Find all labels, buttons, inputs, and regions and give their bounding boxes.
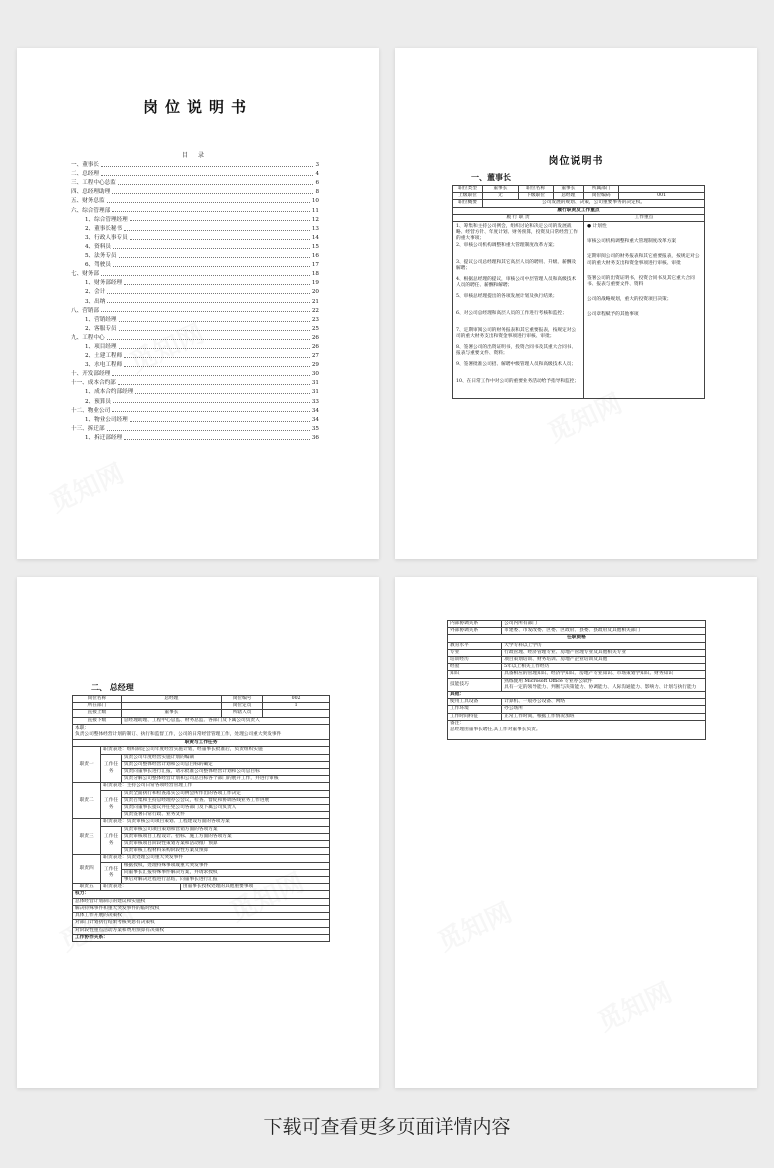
toc-label: 八、营销部 bbox=[71, 307, 99, 314]
coordination-rows bbox=[448, 621, 706, 635]
table-row bbox=[448, 727, 706, 740]
work-task-label: 工作任务 bbox=[101, 754, 122, 783]
table-cell: 岗位编号 bbox=[222, 696, 263, 703]
table-cell: 总经理 bbox=[121, 696, 221, 703]
summary-label: 本职： bbox=[75, 725, 90, 731]
right-item: 对部门计划执行结果考核奖惩有决策权 bbox=[73, 920, 330, 927]
toc-dots bbox=[101, 275, 310, 276]
toc-dots bbox=[118, 384, 310, 385]
qualifications-table bbox=[447, 620, 706, 740]
toc-page-number: 10 bbox=[311, 198, 319, 205]
table-row bbox=[73, 783, 330, 790]
toc-entry bbox=[71, 195, 319, 204]
toc-entry bbox=[71, 295, 319, 304]
toc-entry bbox=[71, 305, 319, 314]
duty-item: 8、签署公司的出资证明书，投资合同书及其重大合同书、报表与重要文件、资料； bbox=[456, 344, 577, 356]
right-item: 具体工作开展的决策权 bbox=[73, 913, 330, 920]
toc-dots bbox=[101, 311, 310, 312]
toc-entry bbox=[71, 186, 319, 195]
task-item: 负责全面执行和检查落实公司例会所作出的各项工作决定 bbox=[121, 790, 329, 797]
toc-label: 四、总经理助理 bbox=[71, 189, 111, 196]
toc-page-number: 26 bbox=[311, 343, 319, 350]
remark-text: 总经理由董事长聘任,其工作对董事长负责。 bbox=[448, 727, 706, 740]
toc-entry bbox=[71, 268, 319, 277]
task-item: 负责召集和主持总经理办公会议，检查、督促和协调各线业务工作进展 bbox=[121, 797, 329, 804]
toc-page-number: 15 bbox=[311, 243, 319, 250]
document-page-toc bbox=[17, 48, 379, 559]
toc-label: 1、综合管理经理 bbox=[85, 216, 128, 223]
row-value: 正常工作时间，根据工作情况加班 bbox=[502, 713, 706, 720]
toc-label: 1、财务部经理 bbox=[85, 280, 123, 287]
toc-dots bbox=[113, 402, 310, 403]
table-cell: 董事长 bbox=[553, 186, 583, 193]
toc-dots bbox=[112, 411, 310, 412]
toc-page-number: 8 bbox=[315, 189, 319, 196]
toc-label: 2、董事长秘书 bbox=[85, 225, 123, 232]
toc-page-number: 16 bbox=[311, 253, 319, 260]
toc-label: 1、物业公司经理 bbox=[85, 416, 128, 423]
task-item: 事后对解决过程进行总结，向董事长进行汇报 bbox=[121, 877, 329, 884]
row-label: 外部协调关系 bbox=[448, 628, 502, 635]
toc-page-number: 12 bbox=[311, 216, 319, 223]
toc-dots bbox=[101, 175, 313, 176]
row-label: 内部协调关系 bbox=[448, 621, 502, 628]
table-cell: 岗位编码 bbox=[584, 193, 619, 200]
table-cell: 职位概要 bbox=[453, 200, 483, 207]
table-cell: 总经理助理、工程中心总监、财务总监、各部门及下属公司负责人 bbox=[121, 717, 329, 724]
focus-item: 公司的战略规划，重大的投资项目决策； bbox=[587, 297, 672, 303]
table-section-heading: 任职资格 bbox=[448, 635, 706, 642]
toc-label: 5、法务专员 bbox=[85, 253, 117, 260]
row-label: 工作时间特征 bbox=[448, 713, 502, 720]
toc-page-number: 34 bbox=[311, 416, 319, 423]
focus-item: 审核公司机构调整和重大管理制度改革方案 bbox=[587, 239, 677, 245]
toc-entry bbox=[71, 359, 319, 368]
row-label: 培训经历 bbox=[448, 657, 502, 664]
toc-label: 一、董事长 bbox=[71, 162, 99, 169]
toc-label: 九、工程中心 bbox=[71, 334, 105, 341]
row-value: 5年以上相关工作经历 bbox=[502, 664, 706, 671]
table-row bbox=[453, 200, 705, 207]
duty-item: 10、在日常工作中对公司的重要业务活动给予指导和监控； bbox=[456, 378, 580, 384]
table-row bbox=[73, 724, 330, 739]
toc-page-number: 23 bbox=[311, 316, 319, 323]
work-task-label: 工作任务 bbox=[101, 862, 122, 884]
table-row bbox=[448, 699, 706, 706]
toc-page-number: 21 bbox=[311, 298, 319, 305]
duty-item: 5、审核总经理提出的各项发展计划及执行结果； bbox=[456, 293, 558, 299]
table-row bbox=[448, 635, 706, 642]
chairman-table bbox=[452, 185, 705, 399]
toc-dots bbox=[124, 230, 310, 231]
toc-entry bbox=[71, 405, 319, 414]
table-cell: 公司发展的规划、决策，公司重要事务的决定权。 bbox=[483, 200, 705, 207]
page-title: 岗位说明书 bbox=[548, 156, 604, 167]
task-item: 负责审核公司项目策划和营销方面的各项方案 bbox=[121, 826, 329, 833]
row-label: 教育水平 bbox=[448, 642, 502, 649]
row-label: 技能技巧 bbox=[448, 678, 502, 691]
toc-label: 十三、拆迁部 bbox=[71, 425, 105, 432]
toc-entry bbox=[71, 250, 319, 259]
other-label: 其他： bbox=[448, 692, 706, 699]
table-cell: 所在部门 bbox=[73, 703, 122, 710]
toc-entry bbox=[71, 177, 319, 186]
toc-label: 1、营销经理 bbox=[85, 316, 117, 323]
document-page-general-manager bbox=[17, 577, 379, 1088]
row-value: 具备相应的管理知识、经济学知识、房地产专业知识、市场策划学知识、财务知识 bbox=[502, 671, 706, 678]
table-row bbox=[448, 649, 706, 656]
table-row bbox=[448, 713, 706, 720]
toc-entry bbox=[71, 232, 319, 241]
table-cell: 所辖人员 bbox=[222, 710, 263, 717]
toc-label: 五、财务总监 bbox=[71, 198, 105, 205]
duty-item: 7、定期审阅公司的财务报表和其它重要报表，按规定对公司的重大财务支出和资金事项进行审核、审批； bbox=[456, 327, 577, 339]
task-item: 向董事长汇报特殊事件解决方案，并请求授权 bbox=[121, 869, 329, 876]
toc-page-number: 26 bbox=[311, 334, 319, 341]
table-cell bbox=[121, 703, 221, 710]
table-cell: 岗位定员 bbox=[222, 703, 263, 710]
table-cell: 直接下级 bbox=[73, 717, 122, 724]
table-row bbox=[448, 671, 706, 678]
table-row bbox=[448, 628, 706, 635]
duty-item: 4、根据总经理的提议，审核公司中层管理人员和高级技术人员的聘任、薪酬和解聘； bbox=[456, 276, 577, 288]
cooperation-label: 工作协作关系： bbox=[73, 934, 330, 941]
toc-page-number: 17 bbox=[311, 262, 319, 269]
duty-description: 职责表述：主持公司日常各项经营管理工作 bbox=[101, 783, 330, 790]
watermark bbox=[43, 453, 129, 520]
watermark bbox=[431, 892, 517, 959]
table-cell: 董事长 bbox=[483, 186, 518, 193]
toc-heading: 目录 bbox=[181, 152, 214, 159]
row-label: 专业 bbox=[448, 649, 502, 656]
toc-dots bbox=[107, 293, 310, 294]
row-value: 项目策划培训、财务培训、房地产企业培训及其他 bbox=[502, 657, 706, 664]
row-label: 知识 bbox=[448, 671, 502, 678]
duties-list bbox=[453, 222, 584, 399]
toc-page-number: 22 bbox=[311, 307, 319, 314]
table-cell: 002 bbox=[263, 696, 330, 703]
toc-page-number: 31 bbox=[311, 389, 319, 396]
toc-entry bbox=[71, 259, 319, 268]
toc-entry bbox=[71, 168, 319, 177]
table-cell: 职位类型 bbox=[453, 186, 483, 193]
table-cell: 所属部门 bbox=[584, 186, 619, 193]
toc-entry bbox=[71, 395, 319, 404]
duty-group-name: 职责三 bbox=[73, 819, 101, 855]
column-header: 履 行 职 责 bbox=[453, 214, 584, 221]
document-title: 岗位说明书 bbox=[142, 98, 253, 116]
toc-dots bbox=[130, 421, 310, 422]
row-label: 经验 bbox=[448, 664, 502, 671]
toc-label: 十二、物业公司 bbox=[71, 407, 111, 414]
table-row bbox=[453, 193, 705, 200]
focus-item: 公司章程赋予的其他事项 bbox=[587, 312, 639, 318]
table-row bbox=[448, 664, 706, 671]
toc-entry bbox=[71, 241, 319, 250]
table-section-heading: 履行职责及工作重点 bbox=[453, 207, 705, 214]
duty-description: 职责表述：组织制定公司年度经营实施计划，经董事长批准后，负责组织实施 bbox=[101, 747, 330, 754]
toc-entry bbox=[71, 423, 319, 432]
summary-cell bbox=[73, 724, 330, 739]
row-label: 工作环境 bbox=[448, 706, 502, 713]
toc-entry bbox=[71, 159, 319, 168]
duty-description: 职责表述：负责审核公司项目策划、工程建设方面的各项方案 bbox=[101, 819, 330, 826]
duty-group-name: 职责四 bbox=[73, 855, 101, 884]
toc-label: 十、开发部经理 bbox=[71, 371, 111, 378]
toc-dots bbox=[135, 393, 310, 394]
toc-page-number: 33 bbox=[311, 398, 319, 405]
duty-item: 6、对公司总经理和高层人员的工作进行考核和监控； bbox=[456, 310, 567, 316]
duty-description: 职责表述：负责处理公司重大突发事件 bbox=[101, 855, 330, 862]
task-item: 根据授权，处理特殊事项或重大突发事件 bbox=[121, 862, 329, 869]
table-cell: 董事长 bbox=[121, 710, 221, 717]
toc-dots bbox=[113, 266, 310, 267]
toc-label: 6、驾驶员 bbox=[85, 262, 111, 269]
column-header: 工作重点 bbox=[584, 214, 705, 221]
toc-dots bbox=[107, 302, 310, 303]
toc-label: 4、资料员 bbox=[85, 243, 111, 250]
task-item: 负责分解公司整体经营计划和公司总目标各个部门的展开工作，并进行审核 bbox=[121, 776, 329, 783]
toc-label: 2、会计 bbox=[85, 289, 106, 296]
table-cell: 001 bbox=[619, 193, 705, 200]
toc-label: 3、水电工程师 bbox=[85, 362, 123, 369]
right-item: 解决特殊事件和重大突发事件的临时授权 bbox=[73, 905, 330, 912]
toc-label: 2、客服专员 bbox=[85, 325, 117, 332]
row-value: 市建委、市发改委、区委、区政府、县委、县政府及其他相关部门 bbox=[502, 628, 706, 635]
focus-item: 定期审阅公司的财务报表和其它重要报表，按规定对公司的重大财务支出和资金事项进行审核、审批 bbox=[587, 254, 700, 266]
task-item: 负责公司年度经营实施计划的编制 bbox=[121, 754, 329, 761]
toc-dots bbox=[107, 430, 310, 431]
table-row bbox=[73, 696, 330, 703]
toc-dots bbox=[124, 439, 310, 440]
task-item: 负责向董事长进行汇报，请示批准公司整体经营计划和公司总目标 bbox=[121, 769, 329, 776]
work-task-label: 工作任务 bbox=[101, 826, 122, 855]
duty-item: 1、筹集和主持公司例会，组织讨论和决定公司的发展战略、经营方针、年度计划、财务预算，投资及日常经营工作的重大事项； bbox=[456, 224, 578, 242]
table-cell: 总经理 bbox=[553, 193, 583, 200]
toc-dots bbox=[101, 166, 313, 167]
table-row bbox=[448, 720, 706, 727]
toc-page-number: 34 bbox=[311, 407, 319, 414]
duty-group-name: 职责二 bbox=[73, 783, 101, 819]
toc-page-number: 35 bbox=[311, 425, 319, 432]
toc-page-number: 31 bbox=[311, 380, 319, 387]
duty-group-name: 职责一 bbox=[73, 747, 101, 783]
toc-label: 六、综合管理部 bbox=[71, 207, 111, 214]
remark-label: 备注： bbox=[448, 720, 706, 727]
toc-dots bbox=[112, 211, 310, 212]
table-row bbox=[73, 826, 330, 833]
duty-description: 职责表述： bbox=[101, 884, 181, 891]
table-cell: 直接上级 bbox=[73, 710, 122, 717]
table-cell: 岗位名称 bbox=[73, 696, 122, 703]
toc-entry bbox=[71, 204, 319, 213]
duty-item: 2、审核公司机构调整和重大管理制度改革方案； bbox=[456, 242, 558, 248]
toc-entry bbox=[71, 368, 319, 377]
toc-entry bbox=[71, 377, 319, 386]
toc-label: 1、项目经理 bbox=[85, 343, 117, 350]
toc-label: 2、预算员 bbox=[85, 398, 111, 405]
toc-page-number: 11 bbox=[311, 207, 319, 214]
toc-page-number: 27 bbox=[311, 353, 319, 360]
toc-label: 二、总经理 bbox=[71, 171, 99, 178]
table-cell: 无 bbox=[483, 193, 518, 200]
table-row bbox=[453, 207, 705, 214]
toc-dots bbox=[118, 184, 314, 185]
row-value: 熟练使用 Microsoft Office 专业办公软件 具有一定的领导能力、判断与决策能力、协调能力、人际沟通能力、影响力、计划与执行能力 bbox=[502, 678, 706, 691]
table-row bbox=[73, 717, 330, 724]
table-cell bbox=[263, 710, 330, 717]
duty-item: 9、签署批准公司招、解聘中级管理人员和高级技术人员； bbox=[456, 361, 577, 367]
task-item: 负责审核项目阶段性策划方案和活动推广预算 bbox=[121, 841, 329, 848]
toc-dots bbox=[119, 321, 310, 322]
toc-page-number: 13 bbox=[311, 225, 319, 232]
other-rows bbox=[448, 699, 706, 721]
toc-dots bbox=[107, 202, 310, 203]
right-item: 对阶段性重点活动方案和费用预算有决策权 bbox=[73, 927, 330, 934]
right-item: 总体经营计划制订的建议和实施权 bbox=[73, 898, 330, 905]
task-item: 负责审核项目工程设计、招标、施工方面的各项方案 bbox=[121, 833, 329, 840]
toc-label: 1、成本合约部经理 bbox=[85, 389, 134, 396]
toc-page-number: 14 bbox=[311, 234, 319, 241]
toc-page-number: 30 bbox=[311, 371, 319, 378]
section-heading: 二、 总经理 bbox=[91, 682, 134, 692]
section-heading: 一、董事长 bbox=[471, 172, 511, 182]
duty-item: 3、提议公司总经理和其它高层人员的聘用、升级、薪酬及解聘； bbox=[456, 259, 577, 271]
toc-dots bbox=[112, 193, 313, 194]
duty-description-detail: 由董事长授权处理的其他重要事项 bbox=[180, 884, 329, 891]
toc-dots bbox=[113, 248, 310, 249]
task-item: 负责审核工程材料采购阶段性方案及预算 bbox=[121, 848, 329, 855]
row-label: 使用工具设备 bbox=[448, 699, 502, 706]
table-section-heading: 职责与工作任务 bbox=[73, 740, 330, 747]
table-cell: 下级职位 bbox=[518, 193, 553, 200]
document-page-qualifications bbox=[395, 577, 757, 1088]
toc-label: 3、行政人事专员 bbox=[85, 234, 128, 241]
toc-dots bbox=[124, 284, 310, 285]
toc-dots bbox=[119, 330, 310, 331]
row-value: 计算机、一般办公设备、网络 bbox=[502, 699, 706, 706]
toc-page-number: 20 bbox=[311, 289, 319, 296]
table-row bbox=[73, 790, 330, 797]
table-row bbox=[448, 657, 706, 664]
table-row bbox=[448, 678, 706, 691]
table-row bbox=[73, 740, 330, 747]
rights-label: 权力： bbox=[73, 891, 330, 898]
table-row bbox=[448, 706, 706, 713]
document-page-chairman bbox=[395, 48, 757, 559]
task-item: 负责签署日常行政、业务文件 bbox=[121, 812, 329, 819]
duty-group-name: 职责五 bbox=[73, 884, 101, 891]
task-item: 负责向董事长提议并任免公司各部门及下属公司负责人 bbox=[121, 805, 329, 812]
work-task-label: 工作任务 bbox=[101, 790, 122, 819]
toc-page-number: 18 bbox=[311, 271, 319, 278]
table-row bbox=[453, 222, 705, 399]
toc-page-number: 36 bbox=[311, 434, 319, 441]
toc-entry bbox=[71, 277, 319, 286]
toc-dots bbox=[130, 220, 310, 221]
toc-dots bbox=[119, 257, 310, 258]
table-row bbox=[73, 747, 330, 754]
table-cell: 上级职位 bbox=[453, 193, 483, 200]
toc-page-number: 29 bbox=[311, 362, 319, 369]
task-item: 负责公司整体经营计划和公司总目标的确定 bbox=[121, 761, 329, 768]
toc-dots bbox=[130, 239, 310, 240]
toc-entry bbox=[71, 386, 319, 395]
toc-page-number: 6 bbox=[315, 180, 319, 187]
focus-item: 签署公司的出资证明书，投资合同书及其它重大合同书、报表与重要文件、资料 bbox=[587, 275, 695, 288]
table-row bbox=[73, 855, 330, 862]
table-row bbox=[73, 819, 330, 826]
table-cell: 职位名称 bbox=[518, 186, 553, 193]
watermark bbox=[591, 972, 677, 1039]
row-value: 公司内所有部门 bbox=[502, 621, 706, 628]
table-row bbox=[448, 642, 706, 649]
summary-text: 负责公司整体经营计划的制订、执行和监督工作，公司的日常经营管理工作，处理公司重大突发事件 bbox=[75, 732, 282, 738]
table-of-contents bbox=[71, 159, 319, 441]
row-value: 行政管理、经济管理专业、房地产管理专业及其他相关专业 bbox=[502, 649, 706, 656]
table-row bbox=[448, 692, 706, 699]
table-row bbox=[453, 214, 705, 221]
toc-page-number: 25 bbox=[311, 325, 319, 332]
toc-label: 三、工程中心总监 bbox=[71, 180, 116, 187]
table-cell bbox=[619, 186, 705, 193]
table-row bbox=[453, 186, 705, 193]
toc-label: 1、拆迁部经理 bbox=[85, 434, 123, 441]
table-cell: 1 bbox=[263, 703, 330, 710]
qualification-rows bbox=[448, 642, 706, 691]
toc-label: 七、财务部 bbox=[71, 271, 99, 278]
toc-entry bbox=[71, 432, 319, 441]
row-value: 办公场所 bbox=[502, 706, 706, 713]
table-row bbox=[73, 710, 330, 717]
table-row bbox=[448, 621, 706, 628]
toc-page-number: 19 bbox=[311, 280, 319, 287]
toc-entry bbox=[71, 286, 319, 295]
toc-label: 2、土建工程师 bbox=[85, 353, 123, 360]
toc-page-number: 4 bbox=[315, 171, 319, 178]
row-value: 大学专科以上学历 bbox=[502, 642, 706, 649]
table-row bbox=[73, 754, 330, 761]
toc-label: 3、出纳 bbox=[85, 298, 106, 305]
toc-entry bbox=[71, 223, 319, 232]
toc-page-number: 3 bbox=[315, 162, 319, 169]
toc-entry bbox=[71, 414, 319, 423]
table-row bbox=[73, 703, 330, 710]
toc-label: 十一、成本合约部 bbox=[71, 380, 116, 387]
focus-item: ● 计划性 bbox=[587, 224, 607, 230]
toc-entry bbox=[71, 214, 319, 223]
focus-list bbox=[584, 222, 705, 399]
download-caption: 下载可查看更多页面详情内容 bbox=[263, 1116, 511, 1138]
